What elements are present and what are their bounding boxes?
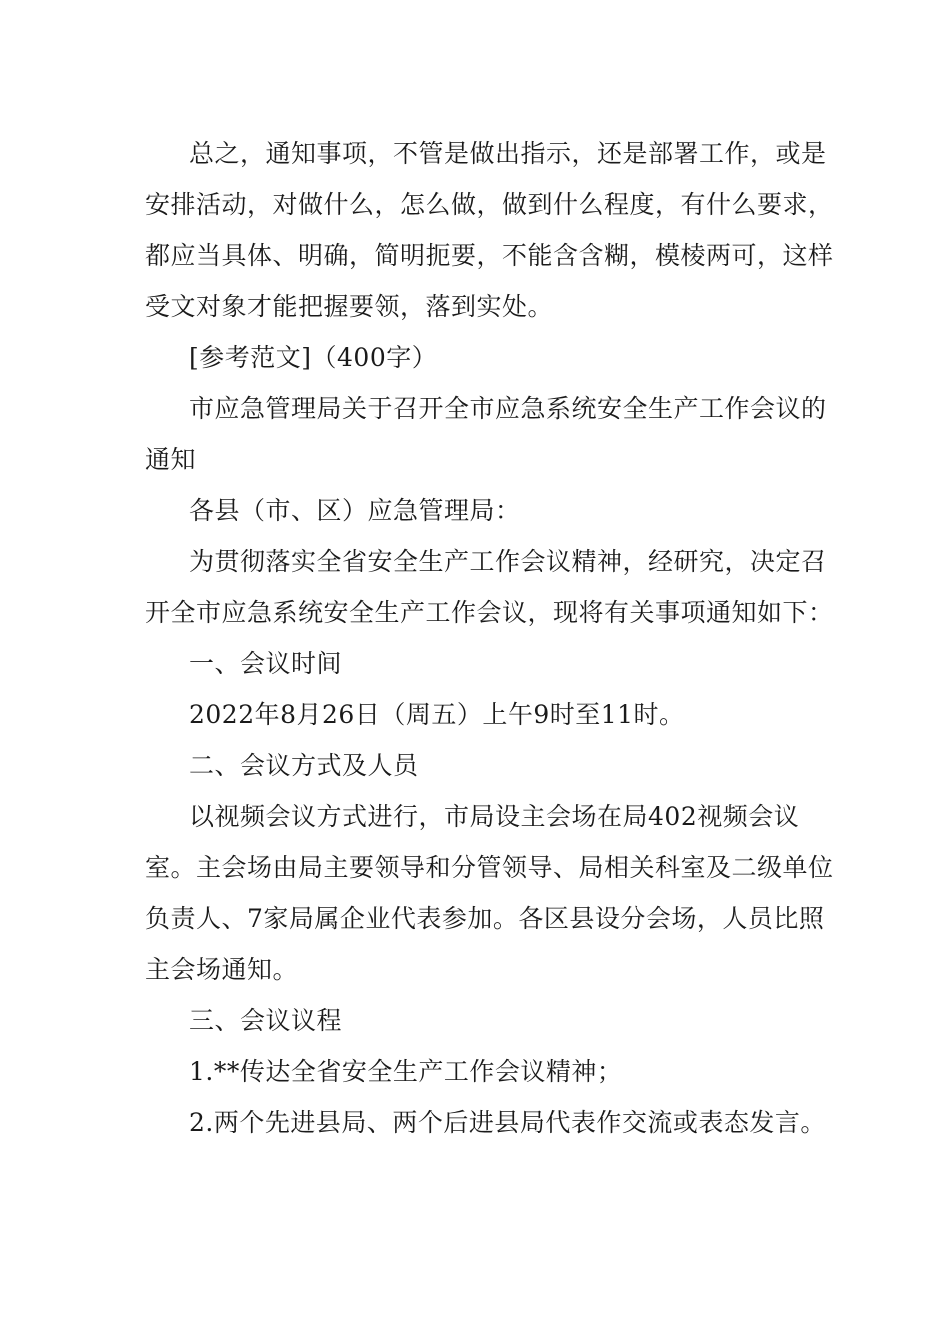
agenda-item-2: 2.两个先进县局、两个后进县局代表作交流或表态发言。 bbox=[189, 1108, 826, 1137]
notice-intro: 为贯彻落实全省安全生产工作会议精神，经研究，决定召开全市应急系统安全生产工作会议，现将有关事项通知如下： bbox=[145, 547, 834, 627]
document-body bbox=[145, 128, 845, 1148]
agenda-item-1: 1.**传达全省安全生产工作会议精神； bbox=[189, 1057, 623, 1086]
section-heading-method: 二、会议方式及人员 bbox=[189, 751, 419, 780]
section-heading-agenda: 三、会议议程 bbox=[189, 1006, 343, 1035]
section-text-method: 以视频会议方式进行，市局设主会场在局402视频会议室。主会场由局主要领导和分管领导、局相关科室及二级单位负责人、7家局属企业代表参加。各区县设分会场，人员比照主会场通知。 bbox=[145, 802, 834, 984]
notice-addressee: 各县（市、区）应急管理局： bbox=[189, 496, 521, 525]
paragraph-summary: 总之，通知事项，不管是做出指示，还是部署工作，或是安排活动，对做什么，怎么做，做到什么程度，有什么要求，都应当具体、明确，简明扼要，不能含含糊，模棱两可，这样受文对象才能把握要领，落到实处。 bbox=[145, 139, 834, 321]
section-heading-time: 一、会议时间 bbox=[189, 649, 343, 678]
notice-title: 市应急管理局关于召开全市应急系统安全生产工作会议的通知 bbox=[145, 394, 827, 474]
section-text-time: 2022年8月26日（周五）上午9时至11时。 bbox=[189, 700, 685, 729]
paragraph-reference-heading: [参考范文]（400字） bbox=[189, 343, 438, 372]
